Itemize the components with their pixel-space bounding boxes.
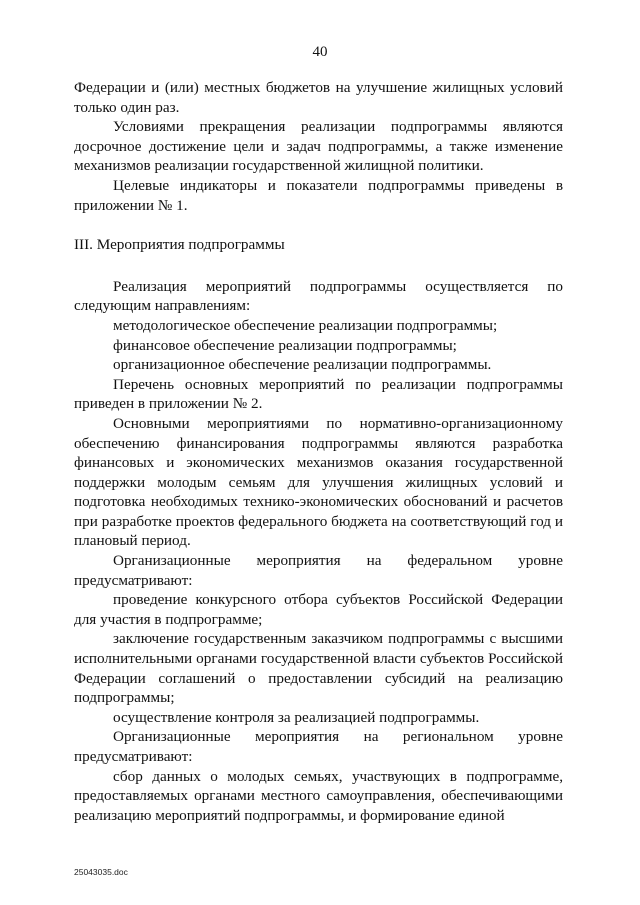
paragraph: Федерации и (или) местных бюджетов на улучшение жилищных условий только один раз. bbox=[74, 79, 563, 116]
paragraph: Целевые индикаторы и показатели подпрограммы приведены в приложении № 1. bbox=[74, 176, 563, 214]
paragraph: Перечень основных мероприятий по реализации подпрограммы приведен в приложении № 2. bbox=[74, 375, 563, 413]
page-number: 40 bbox=[312, 44, 328, 60]
list-item: организационное обеспечение реализации подпрограммы. bbox=[113, 356, 492, 374]
section-heading: III. Мероприятия подпрограммы bbox=[74, 236, 285, 254]
paragraph: Организационные мероприятия на федеральном уровне предусматривают: bbox=[74, 552, 563, 589]
list-item: сбор данных о молодых семьях, участвующих в подпрограмме, предоставляемых органами местного самоуправления, обеспечивающими реализацию мероприятий подпрограммы, и формирование единой bbox=[74, 767, 563, 824]
paragraph: Условиями прекращения реализации подпрограммы являются досрочное достижение цели и задач подпрограммы, а также изменение механизмов реализации государственной жилищной политики. bbox=[74, 118, 563, 175]
paragraph: Основными мероприятиями по нормативно-организационному обеспечению финансирования подпрограммы являются разработка финансовых и экономических механизмов оказания государственной поддержки молодым семьям для улучшения жилищных условий и подготовка необходимых технико-экономических обоснований и расчетов при разработке проектов федерального бюджета на соответствующий год и плановый период. bbox=[74, 414, 563, 550]
list-item: осуществление контроля за реализацией подпрограммы. bbox=[113, 708, 480, 726]
paragraph: Реализация мероприятий подпрограммы осуществляется по следующим направлениям: bbox=[74, 277, 563, 315]
list-item: проведение конкурсного отбора субъектов Российской Федерации для участия в подпрограмме; bbox=[74, 591, 563, 628]
file-name-footer: 25043035.doc bbox=[74, 867, 128, 877]
document-body bbox=[74, 78, 563, 825]
list-item: методологическое обеспечение реализации подпрограммы; bbox=[113, 316, 498, 334]
list-item: заключение государственным заказчиком подпрограммы с высшими исполнительными органами государственной власти субъектов Российской Федерации соглашений о предоставлении субсидий на реализацию подпрограммы; bbox=[74, 630, 563, 707]
list-item: финансовое обеспечение реализации подпрограммы; bbox=[113, 336, 457, 354]
paragraph: Организационные мероприятия на региональном уровне предусматривают: bbox=[74, 728, 563, 765]
